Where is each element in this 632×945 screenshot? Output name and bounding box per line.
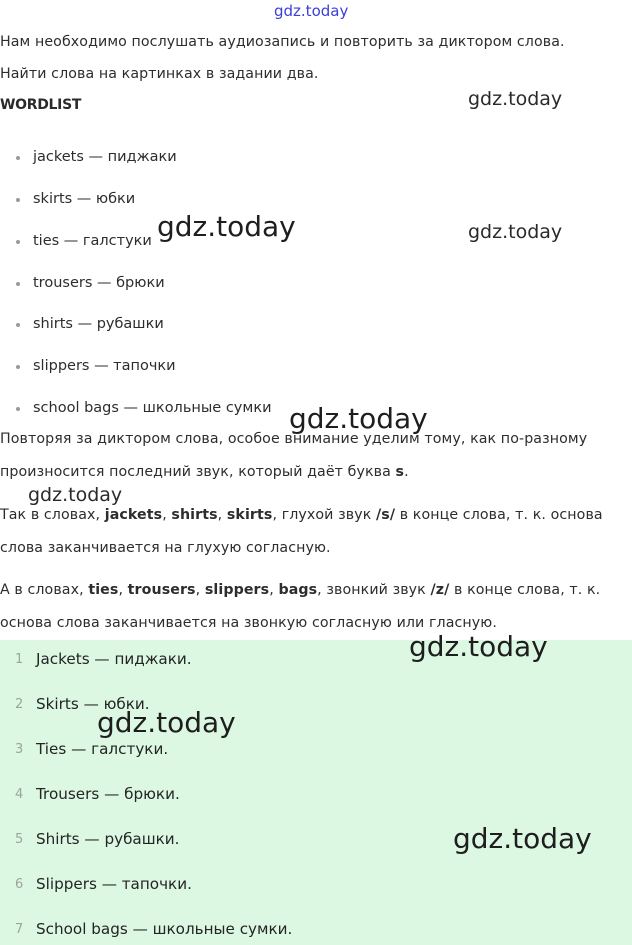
bullet-icon [16,198,20,202]
explain-p1-line2: произносится последний звук, который даёт буква s. [0,464,409,480]
site-watermark-header: gdz.today [274,2,349,20]
answer-number: 3 [15,742,24,757]
answer-number: 4 [15,787,24,802]
list-item-text: ties — галстуки [33,233,152,249]
watermark: gdz.today [97,706,236,739]
list-item-text: jackets — пиджаки [33,149,177,165]
watermark: gdz.today [453,822,592,855]
answer-text: Jackets — пиджаки. [36,650,192,668]
wordlist-title: WORDLIST [0,97,82,113]
intro-line-2: Найти слова на картинках в задании два. [0,66,319,82]
watermark: gdz.today [409,630,548,663]
bullet-icon [16,240,20,244]
answer-row [0,734,632,764]
watermark: gdz.today [468,221,563,243]
bullet-icon [16,282,20,286]
list-item-text: skirts — юбки [33,191,136,207]
answer-row [0,914,632,944]
watermark: gdz.today [468,88,563,110]
answer-text: School bags — школьные сумки. [36,920,293,938]
bullet-icon [16,407,20,411]
bullet-icon [16,323,20,327]
bullet-icon [16,156,20,160]
answer-number: 5 [15,832,24,847]
answer-box [0,640,632,945]
bullet-icon [16,365,20,369]
answer-row [0,689,632,719]
answer-number: 7 [15,922,24,937]
list-item-text: shirts — рубашки [33,316,164,332]
explain-p3-line2: основа слова заканчивается на звонкую согласную или гласную. [0,615,497,631]
explain-p2-line2: слова заканчивается на глухую согласную. [0,540,331,556]
answer-row [0,779,632,809]
list-item-text: slippers — тапочки [33,358,176,374]
explain-p2-line1: Так в словах, jackets, shirts, skirts, глухой звук /s/ в конце слова, т. к. основа [0,507,603,523]
answer-text: Skirts — юбки. [36,695,150,713]
watermark: gdz.today [289,402,428,435]
answer-text: Ties — галстуки. [36,740,169,758]
list-item-text: trousers — брюки [33,275,165,291]
answer-number: 2 [15,697,24,712]
answer-number: 1 [15,652,24,667]
watermark: gdz.today [28,484,123,506]
answer-text: Trousers — брюки. [36,785,180,803]
watermark: gdz.today [157,210,296,243]
explain-p1-line1: Повторяя за диктором слова, особое внимание уделим тому, как по-разному [0,431,588,447]
explain-p3-line1: А в словах, ties, trousers, slippers, bags, звонкий звук /z/ в конце слова, т. к. [0,582,601,598]
answer-text: Slippers — тапочки. [36,875,192,893]
answer-text: Shirts — рубашки. [36,830,180,848]
answer-number: 6 [15,877,24,892]
list-item-text: school bags — школьные сумки [33,400,272,416]
answer-row [0,869,632,899]
intro-line-1: Нам необходимо послушать аудиозапись и повторить за диктором слова. [0,34,565,50]
